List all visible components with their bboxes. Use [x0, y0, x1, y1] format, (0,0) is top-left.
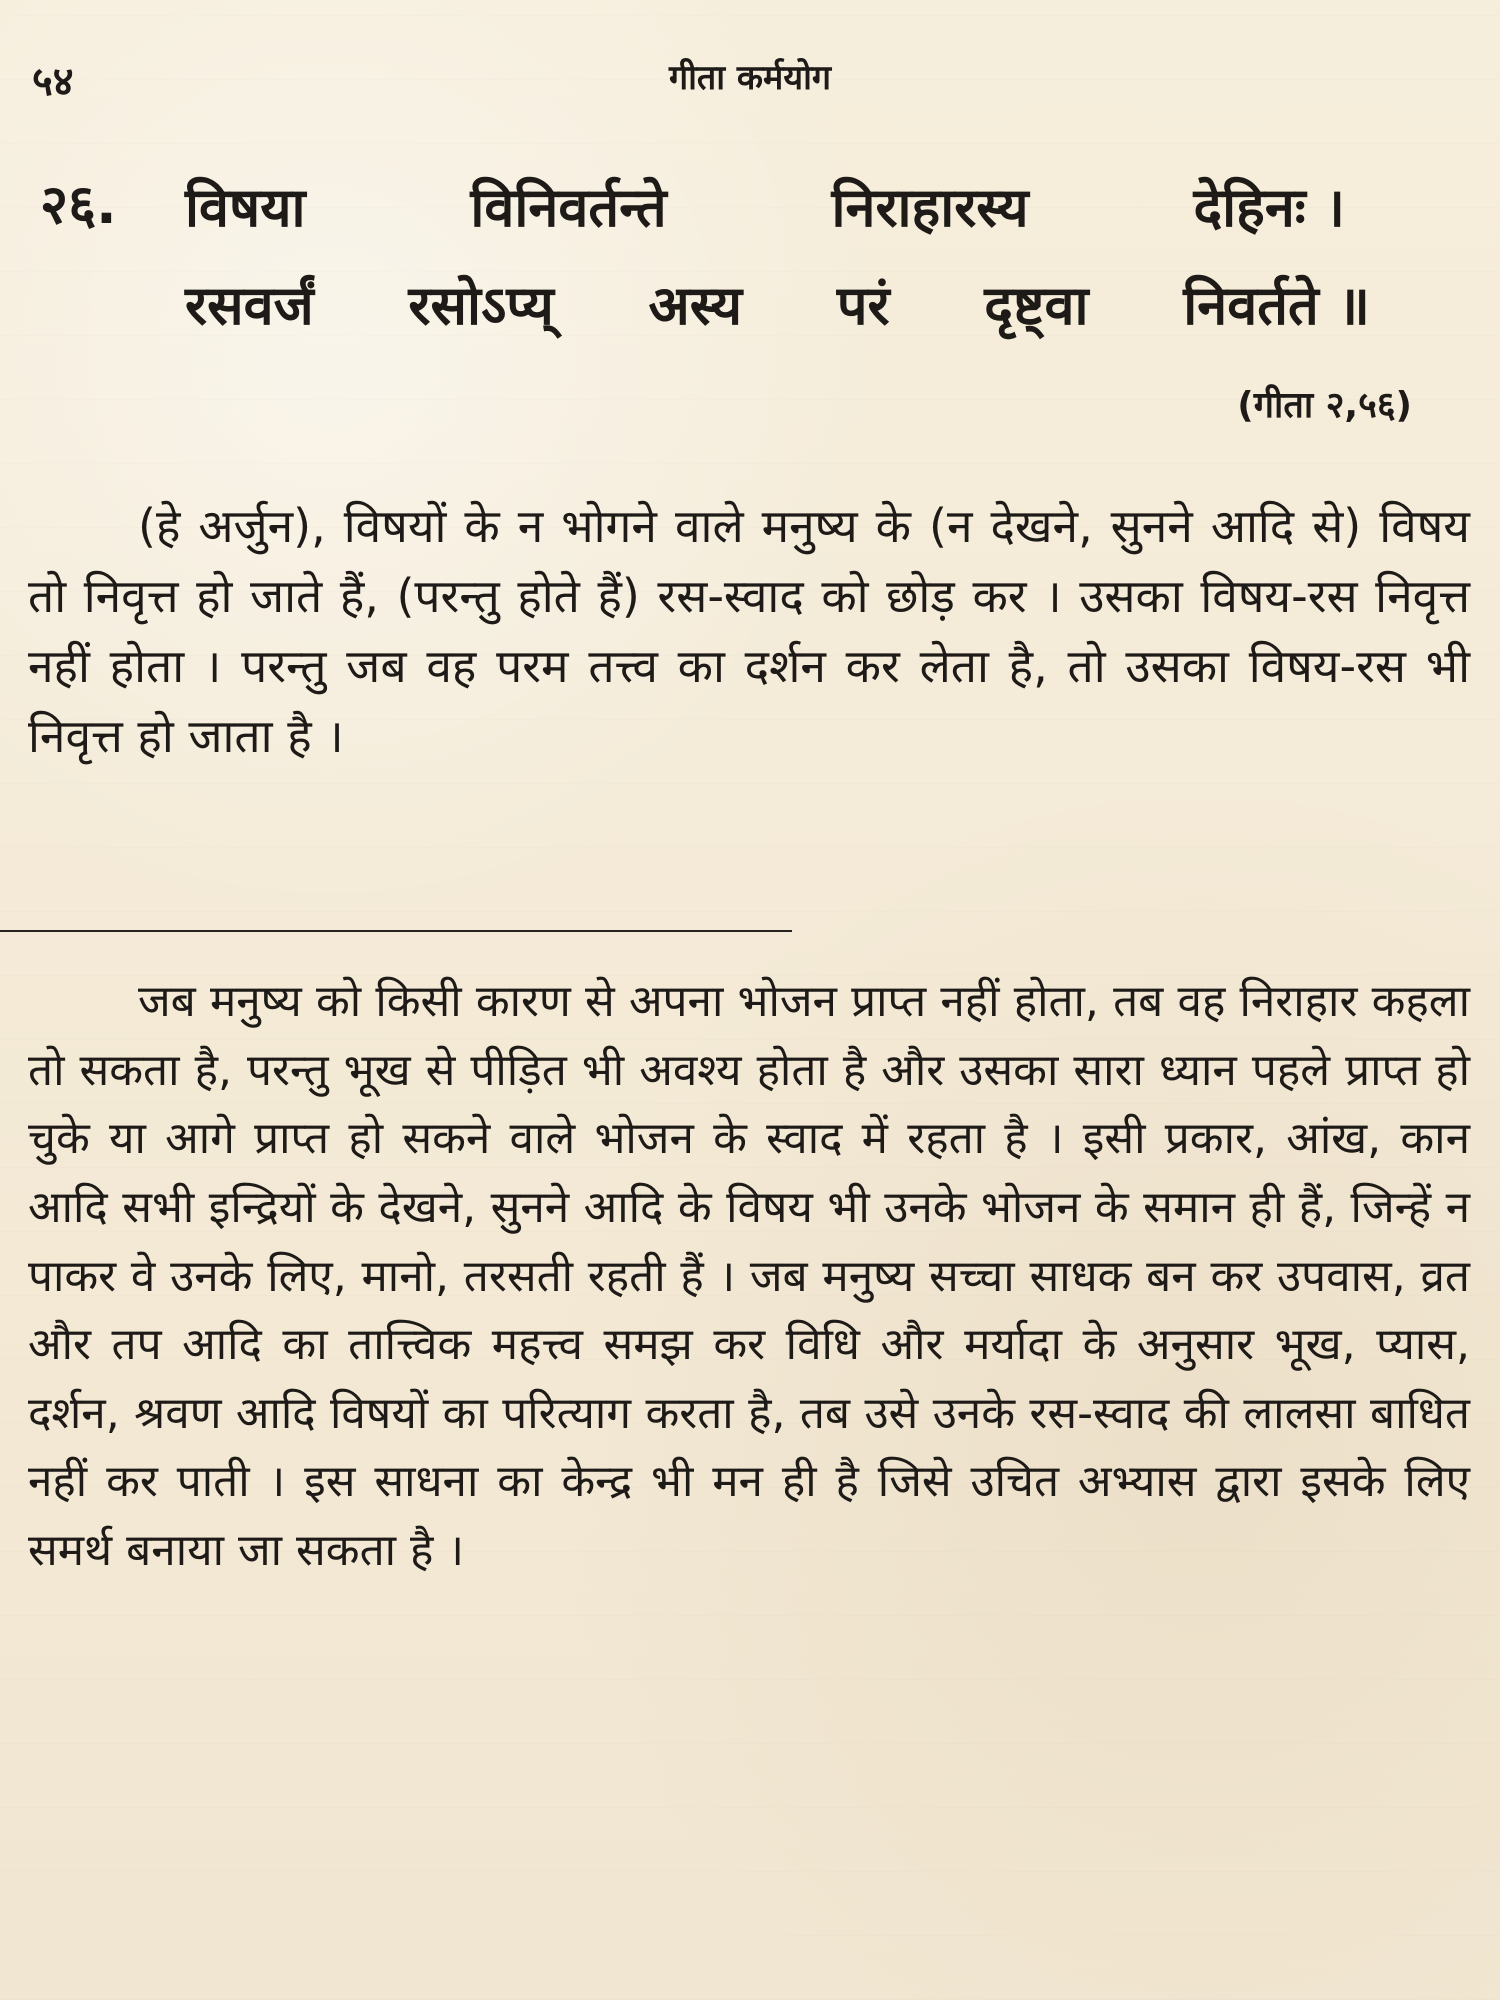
- verse-word: निवर्तते ॥: [1183, 274, 1370, 337]
- verse-block: [40, 173, 1440, 374]
- commentary-paragraph: जब मनुष्य को किसी कारण से अपना भोजन प्राप्त नहीं होता, तब वह निराहार कहला तो सकता है, परन्तु भूख से पीड़ित भी अवश्य होता है और उसका सारा ध्यान पहले प्राप्त हो चुके या आगे प्राप्त हो सकने वाले भोजन के स्वाद में रहता है । इसी प्रकार, आंख, कान आदि सभी इन्द्रियों के देखने, सुनने आदि के विषय भी उनके भोजन के समान ही हैं, जिन्हें न पाकर वे उनके लिए, मानो, तरसती रहती हैं । जब मनुष्य सच्चा साधक बन कर उपवास, व्रत और तप आदि का तात्त्विक महत्त्व समझ कर विधि और मर्यादा के अनुसार भूख, प्यास, दर्शन, श्रवण आदि विषयों का परित्याग करता है, तब उसे उनके रस-स्वाद की लालसा बाधित नहीं कर पाती । इस साधना का केन्द्र भी मन ही है जिसे उचित अभ्यास द्वारा इसके लिए समर्थ बनाया जा सकता है ।: [28, 976, 1470, 1576]
- verse-word: देहिनः ।: [1193, 176, 1345, 239]
- verse-text-line-1: [185, 178, 1345, 237]
- verse-word: विनिवर्तन्ते: [470, 176, 667, 239]
- verse-word: रसोऽप्य्: [408, 274, 554, 337]
- verse-word: विषया: [185, 176, 306, 239]
- verse-word: रसवर्जं: [185, 274, 314, 337]
- verse-line-2: [40, 276, 1440, 374]
- verse-word: निराहारस्य: [831, 176, 1029, 239]
- verse-word: परं: [836, 274, 890, 337]
- verse-citation: (गीता २,५६): [1237, 385, 1412, 426]
- verse-text-line-2: [185, 276, 1370, 335]
- running-title: गीता कर्मयोग: [668, 58, 832, 98]
- verse-line-1: [40, 173, 1440, 276]
- page-number: ५४: [32, 59, 74, 105]
- verse-word: अस्य: [648, 274, 743, 337]
- verse-translation: (हे अर्जुन), विषयों के न भोगने वाले मनुष्य के (न देखने, सुनने आदि से) विषय तो निवृत्त हो जाते हैं, (परन्तु होते हैं) रस-स्वाद को छोड़ कर । उसका विषय-रस निवृत्त नहीं होता । परन्तु जब वह परम तत्त्व का दर्शन कर लेता है, तो उसका विषय-रस भी निवृत्त हो जाता है ।: [28, 499, 1470, 763]
- verse-number: २६.: [40, 173, 117, 236]
- verse-word: दृष्ट्वा: [984, 274, 1089, 337]
- section-divider: [0, 930, 792, 932]
